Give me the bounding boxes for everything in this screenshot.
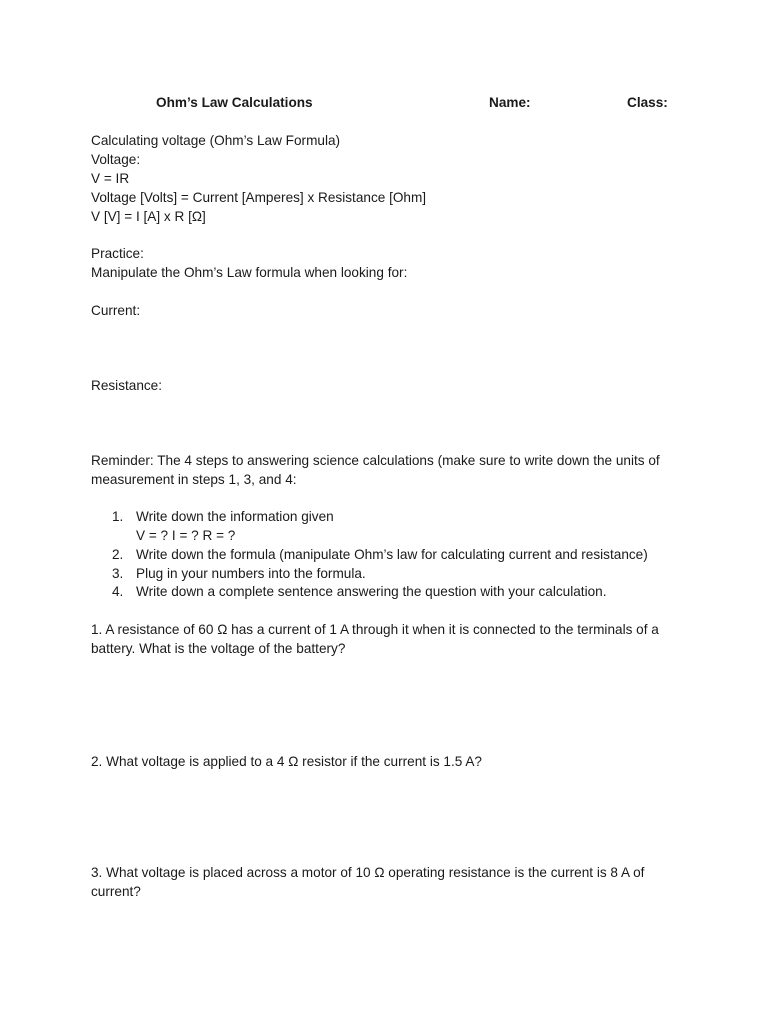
step-number: 3. [112, 566, 124, 581]
step-number: 4. [112, 584, 124, 599]
intro-heading: Calculating voltage (Ohm’s Law Formula) [91, 133, 341, 148]
current-label: Current: [91, 303, 141, 318]
reminder-line-2: measurement in steps 1, 3, and 4: [91, 472, 297, 487]
formula-words: Voltage [Volts] = Current [Amperes] x Resistance [Ohm] [91, 190, 427, 205]
reminder-line-1: Reminder: The 4 steps to answering science calculations (make sure to write down the units of [91, 453, 660, 468]
step-text: Plug in your numbers into the formula. [136, 566, 366, 581]
page-title: Ohm’s Law Calculations [156, 95, 313, 110]
practice-instruction: Manipulate the Ohm’s Law formula when looking for: [91, 265, 408, 280]
voltage-label: Voltage: [91, 152, 141, 167]
question-3-line-1: 3. What voltage is placed across a motor of 10 Ω operating resistance is the current is 8 A of [91, 865, 645, 880]
class-label: Class: [627, 95, 668, 110]
resistance-label: Resistance: [91, 378, 163, 393]
step-number: 2. [112, 547, 124, 562]
step-text: Write down a complete sentence answering the question with your calculation. [136, 584, 607, 599]
question-2: 2. What voltage is applied to a 4 Ω resistor if the current is 1.5 A? [91, 754, 482, 769]
question-1-line-2: battery. What is the voltage of the battery? [91, 641, 346, 656]
step-text: Write down the formula (manipulate Ohm’s law for calculating current and resistance) [136, 547, 648, 562]
question-3-line-2: current? [91, 884, 141, 899]
formula-units: V [V] = I [A] x R [Ω] [91, 209, 206, 224]
step-number: 1. [112, 509, 124, 524]
step-subtext: V = ? I = ? R = ? [136, 528, 236, 543]
formula-text: V = IR [91, 171, 130, 186]
step-text: Write down the information given [136, 509, 334, 524]
question-1-line-1: 1. A resistance of 60 Ω has a current of 1 A through it when it is connected to the terminals of a [91, 622, 659, 637]
name-label: Name: [489, 95, 531, 110]
practice-label: Practice: [91, 246, 144, 261]
